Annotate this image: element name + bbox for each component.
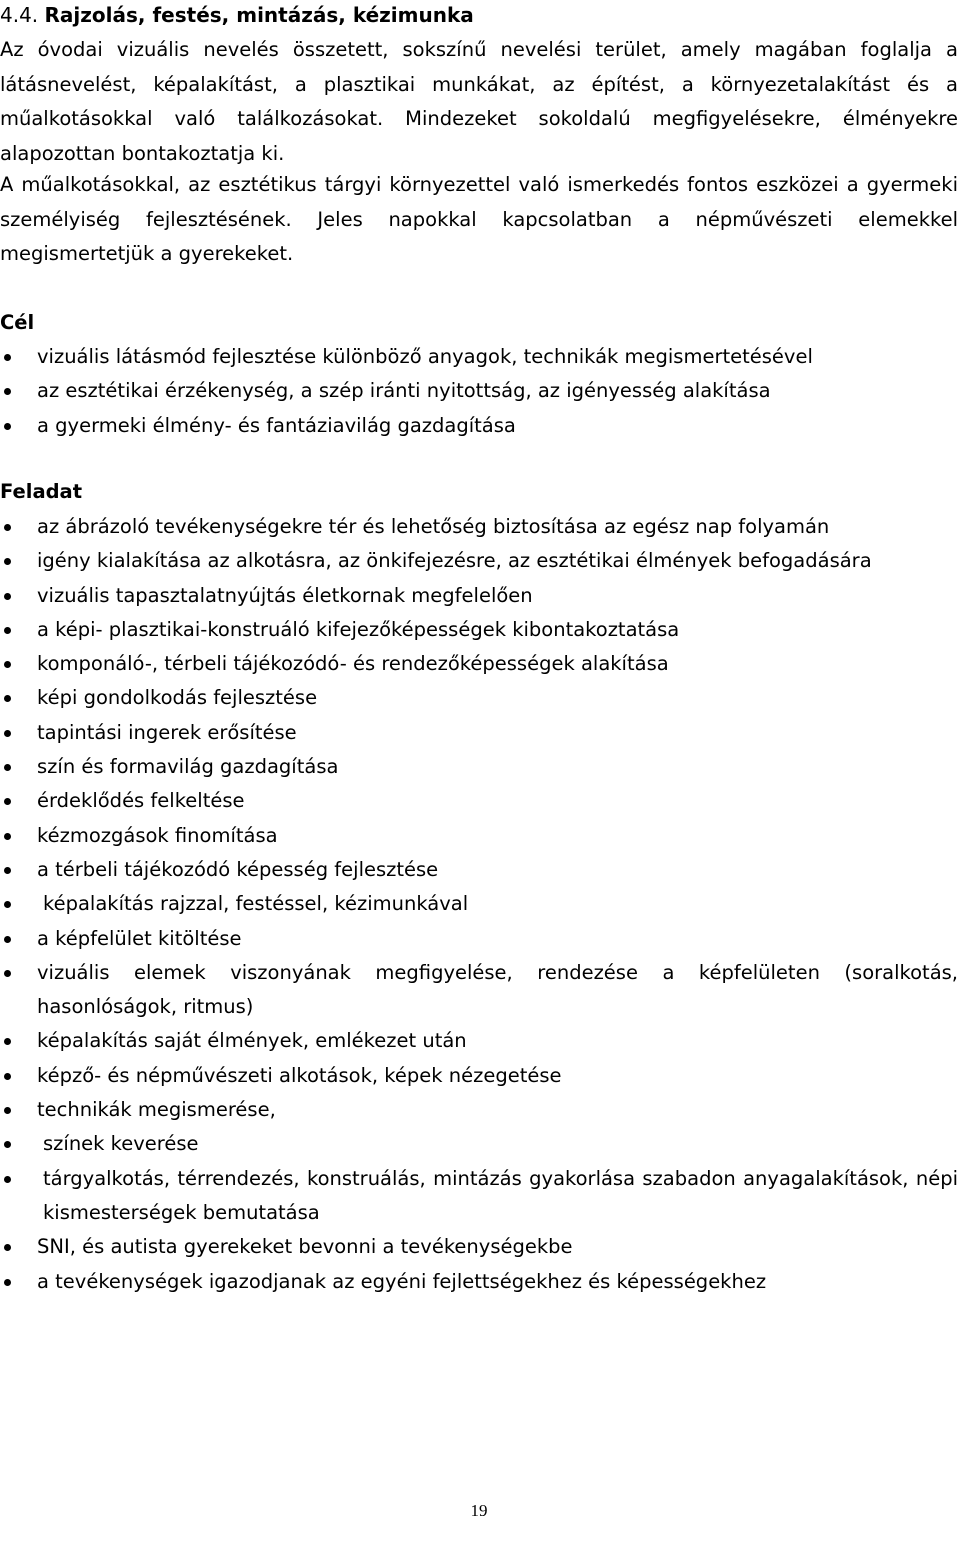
list-item: kézmozgások finomítása xyxy=(0,819,958,853)
list-item: képi gondolkodás fejlesztése xyxy=(0,681,958,715)
list-item: képző- és népművészeti alkotások, képek nézegetése xyxy=(0,1059,958,1093)
section-number: 4.4. xyxy=(0,3,39,27)
bullet-icon xyxy=(4,936,11,943)
bullet-icon xyxy=(4,695,11,702)
list-item: tárgyalkotás, térrendezés, konstruálás, mintázás gyakorlása szabadon anyagalakítások, népi kismesterségek bemutatása xyxy=(0,1162,958,1231)
list-item: szín és formavilág gazdagítása xyxy=(0,750,958,784)
list-item: vizuális elemek viszonyának megfigyelése, rendezése a képfelületen (soralkotás, hasonlóságok, ritmus) xyxy=(0,956,958,1025)
bullet-icon xyxy=(4,970,11,977)
list-item: igény kialakítása az alkotásra, az önkifejezésre, az esztétikai élmények befogadására xyxy=(0,544,958,578)
list-item: komponáló-, térbeli tájékozódó- és rendezőképességek alakítása xyxy=(0,647,958,681)
bullet-icon xyxy=(4,1107,11,1114)
bullet-icon xyxy=(4,730,11,737)
bullet-icon xyxy=(4,867,11,874)
list-item: vizuális látásmód fejlesztése különböző anyagok, technikák megismertetésével xyxy=(0,340,958,374)
list-item: technikák megismerése, xyxy=(0,1093,958,1127)
goal-list xyxy=(0,340,958,443)
task-heading: Feladat xyxy=(0,480,83,503)
bullet-icon xyxy=(4,661,11,668)
list-item: képalakítás rajzzal, festéssel, kézimunkával xyxy=(0,887,958,921)
list-item: a gyermeki élmény- és fantáziavilág gazdagítása xyxy=(0,409,958,443)
bullet-icon xyxy=(4,593,11,600)
bullet-icon xyxy=(4,1176,11,1183)
bullet-icon xyxy=(4,798,11,805)
bullet-icon xyxy=(4,524,11,531)
bullet-icon xyxy=(4,901,11,908)
section-title: Rajzolás, festés, mintázás, kézimunka xyxy=(44,3,474,27)
task-list xyxy=(0,510,958,1299)
list-item: az ábrázoló tevékenységekre tér és lehetőség biztosítása az egész nap folyamán xyxy=(0,510,958,544)
section-heading xyxy=(0,2,474,28)
artworks-paragraph: A műalkotásokkal, az esztétikus tárgyi környezettel való ismerkedés fontos eszközei a gyermeki személyiség fejlesztésének. Jeles napokkal kapcsolatban a népművészeti elemekkel megismertetjük a gyerekeket. xyxy=(0,173,958,265)
list-item: a képi- plasztikai-konstruáló kifejezőképességek kibontakoztatása xyxy=(0,613,958,647)
bullet-icon xyxy=(4,1073,11,1080)
intro-paragraph: Az óvodai vizuális nevelés összetett, sokszínű nevelési terület, amely magában foglalja a látásnevelést, képalakítást, a plasztikai munkákat, az építést, a környezetalakítást és a műalkotásokkal való találkozásokat. Mindezeket sokoldalú megfigyelésekre, élményekre alapozottan bontakoztatja ki. xyxy=(0,38,958,165)
bullet-icon xyxy=(4,627,11,634)
bullet-icon xyxy=(4,423,11,430)
bullet-icon xyxy=(4,354,11,361)
page-number: 19 xyxy=(470,1501,488,1520)
bullet-icon xyxy=(4,1141,11,1148)
list-item: tapintási ingerek erősítése xyxy=(0,716,958,750)
list-item: SNI, és autista gyerekeket bevonni a tevékenységekbe xyxy=(0,1230,958,1264)
bullet-icon xyxy=(4,1244,11,1251)
bullet-icon xyxy=(4,833,11,840)
bullet-icon xyxy=(4,764,11,771)
list-item: a tevékenységek igazodjanak az egyéni fejlettségekhez és képességekhez xyxy=(0,1265,958,1299)
list-item: a térbeli tájékozódó képesség fejlesztése xyxy=(0,853,958,887)
bullet-icon xyxy=(4,558,11,565)
list-item: színek keverése xyxy=(0,1127,958,1161)
list-item: érdeklődés felkeltése xyxy=(0,784,958,818)
goal-heading: Cél xyxy=(0,311,35,334)
list-item: az esztétikai érzékenység, a szép iránti nyitottság, az igényesség alakítása xyxy=(0,374,958,408)
list-item: a képfelület kitöltése xyxy=(0,922,958,956)
bullet-icon xyxy=(4,1279,11,1286)
bullet-icon xyxy=(4,1038,11,1045)
bullet-icon xyxy=(4,388,11,395)
list-item: képalakítás saját élmények, emlékezet után xyxy=(0,1024,958,1058)
list-item: vizuális tapasztalatnyújtás életkornak megfelelően xyxy=(0,579,958,613)
